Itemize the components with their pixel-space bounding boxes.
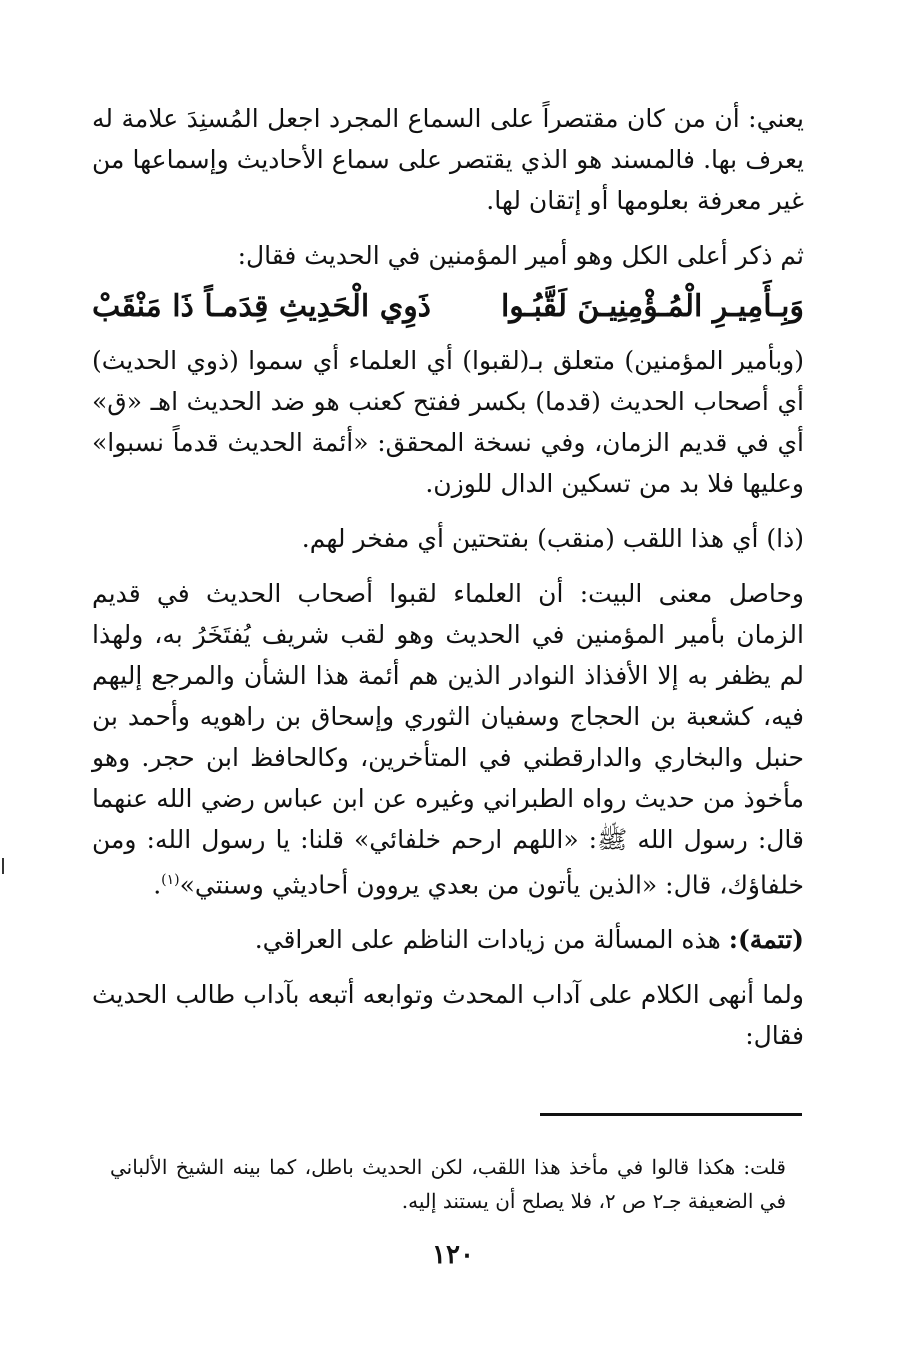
commentary-paragraph-1: (وبأمير المؤمنين) متعلق بـ(لقبوا) أي العلماء أي سموا (ذوي الحديث) أي أصحاب الحديث (قدما) بكسر ففتح كعنب هو ضد الحديث اهـ «ق» أي في قديم الزمان، وفي نسخة المحقق: «أئمة الحديث قدماً نسبوا» وعليها فلا بد من تسكين الدال للوزن.	[92, 346, 804, 498]
page-number: ١٢٠	[432, 1240, 474, 1270]
footnote: قلت: هكذا قالوا في مأخذ هذا اللقب، لكن الحديث باطل، كما بينه الشيخ الألباني في الضعيفة جـ٢ ص ٢، فلا يصلح أن يستند إليه.	[110, 1155, 786, 1213]
tatimma-label: (تتمة):	[728, 925, 804, 955]
margin-mark	[2, 858, 4, 874]
tatimma-paragraph	[92, 919, 804, 960]
intro-paragraph: يعني: أن من كان مقتصراً على السماع المجرد اجعل المُسنِدَ علامة له يعرف بها. فالمسند هو الذي يقتصر على سماع الأحاديث وإسماعها من غير معرفة بعلومها أو إتقان لها.	[92, 104, 804, 215]
summary-text: وحاصل معنى البيت: أن العلماء لقبوا أصحاب الحديث في قديم الزمان بأمير المؤمنين في الحديث وهو لقب شريف يُفتَخَرُ به، ولهذا لم يظفر به إلا الأفذاذ النوادر الذين هم أئمة هذا الشأن والمرجع إليهم فيه، كشعبة بن الحجاج وسفيان الثوري وإسحاق بن راهويه وأحمد بن حنبل والبخاري والدارقطني في المتأخرين، وكالحافظ ابن حجر. وهو مأخوذ من حديث رواه الطبراني وغيره عن ابن عباس رضي الله عنهما قال: رسول الله ﷺ: «اللهم ارحم خلفائي» قلنا: يا رسول الله: ومن خلفاؤك، قال: «الذين يأتون من بعدي يروون أحاديثي وسنتي»	[92, 579, 804, 900]
footnote-reference: (١)	[161, 872, 180, 888]
verse-intro: ثم ذكر أعلى الكل وهو أمير المؤمنين في الحديث فقال:	[237, 241, 804, 270]
verse-second-hemistich: ذَوِي الْحَدِيثِ قِدَمـاً ذَا مَنْقَبْ	[92, 289, 432, 324]
verse-first-hemistich: وَبِـأَمِيـرِ الْمُـؤْمِنِيـنَ لَقَّبُـوا	[500, 289, 804, 324]
poem-verse	[92, 282, 804, 332]
main-text	[92, 98, 804, 1056]
closing-paragraph: ولما أنهى الكلام على آداب المحدث وتوابعه أتبعه بآداب طالب الحديث فقال:	[92, 980, 804, 1051]
footnote-divider	[540, 1113, 802, 1116]
commentary-paragraph-3: وحاصل معنى البيت: أن العلماء لقبوا أصحاب الحديث في قديم الزمان بأمير المؤمنين في الحديث وهو لقب شريف يُفتَخَرُ به، ولهذا لم يظفر به إلا الأفذاذ النوادر الذين هم أئمة هذا الشأن والمرجع إليهم فيه، كشعبة بن الحجاج وسفيان الثوري وإسحاق بن راهويه وأحمد بن حنبل والبخاري والدارقطني في المتأخرين، وكالحافظ ابن حجر. وهو مأخوذ من حديث رواه الطبراني وغيره عن ابن عباس رضي الله عنهما قال: رسول الله ﷺ: «اللهم ارحم خلفائي» قلنا: يا رسول الله: ومن خلفاؤك، قال: «الذين يأتون من بعدي يروون أحاديثي وسنتي»$^{(١)}$.	[92, 579, 804, 900]
tatimma-text: هذه المسألة من زيادات الناظم على العراقي.	[254, 925, 729, 955]
commentary-paragraph-2: (ذا) أي هذا اللقب (منقب) بفتحتين أي مفخر لهم.	[301, 524, 804, 553]
